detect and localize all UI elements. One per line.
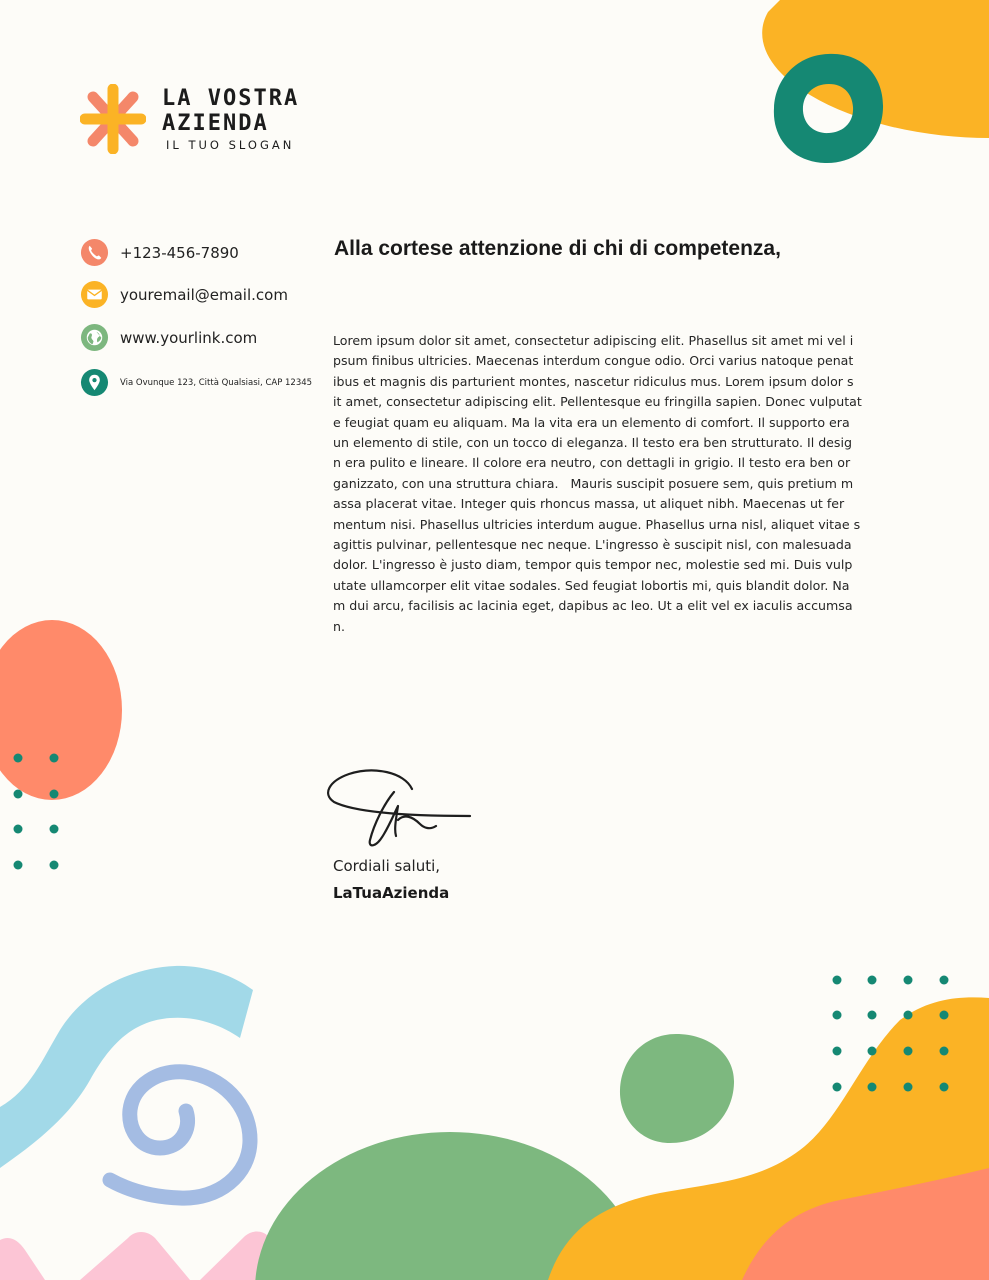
left-dot-grid: [14, 754, 59, 870]
letter-salutation: Alla cortese attenzione di chi di competenza,: [334, 237, 781, 260]
body-line: e feugiat quam eu aliquam. Ma la vita era un elemento di comfort. Il supporto era: [333, 414, 850, 430]
body-line: dolor. L'ingresso è justo diam, tempor quis tempor nec, molestie sed mi. Duis vulp: [333, 557, 853, 573]
body-line: n era pulito e lineare. Il colore era neutro, con dettagli in grigio. Il testo era ben or: [333, 455, 851, 471]
pink-triangles: [0, 1232, 320, 1280]
contact-website[interactable]: [80, 323, 257, 352]
contact-address: [80, 368, 312, 397]
top-yellow-blob: [762, 0, 989, 138]
asterisk-flower-icon: [80, 84, 146, 154]
handwritten-signature: [324, 764, 474, 854]
letter-body: [333, 331, 913, 637]
bottom-coral-blob: [742, 1168, 989, 1280]
blue-wave: [0, 966, 253, 1168]
body-line: n.: [333, 618, 345, 634]
body-line: m dui arcu, facilisis ac lacinia eget, dapibus ac leo. Ut a elit vel ex iaculis accumsa: [333, 598, 853, 614]
spiral: [110, 1072, 250, 1198]
email-icon: [80, 280, 109, 309]
phone-icon: [80, 238, 109, 267]
location-pin-icon: [80, 368, 109, 397]
letter-closing: Cordiali saluti,: [333, 857, 441, 875]
body-line: utate ullamcorper elit vitae sodales. Sed feugiat lobortis mi, quis blandit dolor. Na: [333, 577, 850, 593]
green-mound: [255, 1132, 645, 1280]
right-dot-grid-lower: [833, 1011, 949, 1092]
company-slogan: IL TUO SLOGAN: [166, 138, 295, 152]
company-name-line1: LA VOSTRA: [162, 86, 300, 111]
right-dot-grid: [833, 976, 949, 985]
body-line: Lorem ipsum dolor sit amet, consectetur adipiscing elit. Phasellus sit amet mi vel i: [333, 333, 854, 348]
body-line: ibus et magnis dis parturient montes, nascetur ridiculus mus. Lorem ipsum dolor s: [333, 373, 854, 389]
contact-phone[interactable]: [80, 238, 239, 267]
body-line: psum finibus ultricies. Maecenas interdum congue odio. Orci varius natoque penat: [333, 353, 854, 369]
company-name-line2: AZIENDA: [162, 111, 269, 136]
bottom-yellow-wave: [548, 997, 989, 1280]
body-line: assa placerat vitae. Integer quis rhoncus massa, ut aliquet nibh. Maecenas ut fer: [333, 496, 845, 512]
company-logo: [80, 84, 312, 154]
body-line: mentum nisi. Phasellus ultricies interdum augue. Phasellus urna nisl, aliquet vitae s: [333, 516, 861, 532]
letter-signer: LaTuaAzienda: [333, 884, 450, 902]
coral-circle: [0, 620, 122, 800]
contact-email[interactable]: [80, 280, 288, 309]
email-text: youremail@email.com: [120, 285, 288, 304]
address-text: Via Ovunque 123, Città Qualsiasi, CAP 12345: [120, 377, 313, 388]
green-blob: [620, 1034, 734, 1143]
body-line: un elemento di stile, con un tocco di eleganza. Il testo era ben strutturato. Il desig: [333, 435, 852, 451]
teal-ring: [774, 54, 883, 163]
globe-icon: [80, 323, 109, 352]
phone-text: +123-456-7890: [120, 243, 239, 262]
body-line: ganizzato, con una struttura chiara. Mauris suscipit posuere sem, quis pretium m: [333, 475, 854, 491]
body-line: agittis pulvinar, pellentesque nec neque. L'ingresso è suscipit nisl, con malesuada: [333, 537, 852, 553]
website-text: www.yourlink.com: [120, 328, 258, 347]
body-line: it amet, consectetur adipiscing elit. Pellentesque eu fringilla sapien. Donec vulputat: [333, 394, 862, 410]
